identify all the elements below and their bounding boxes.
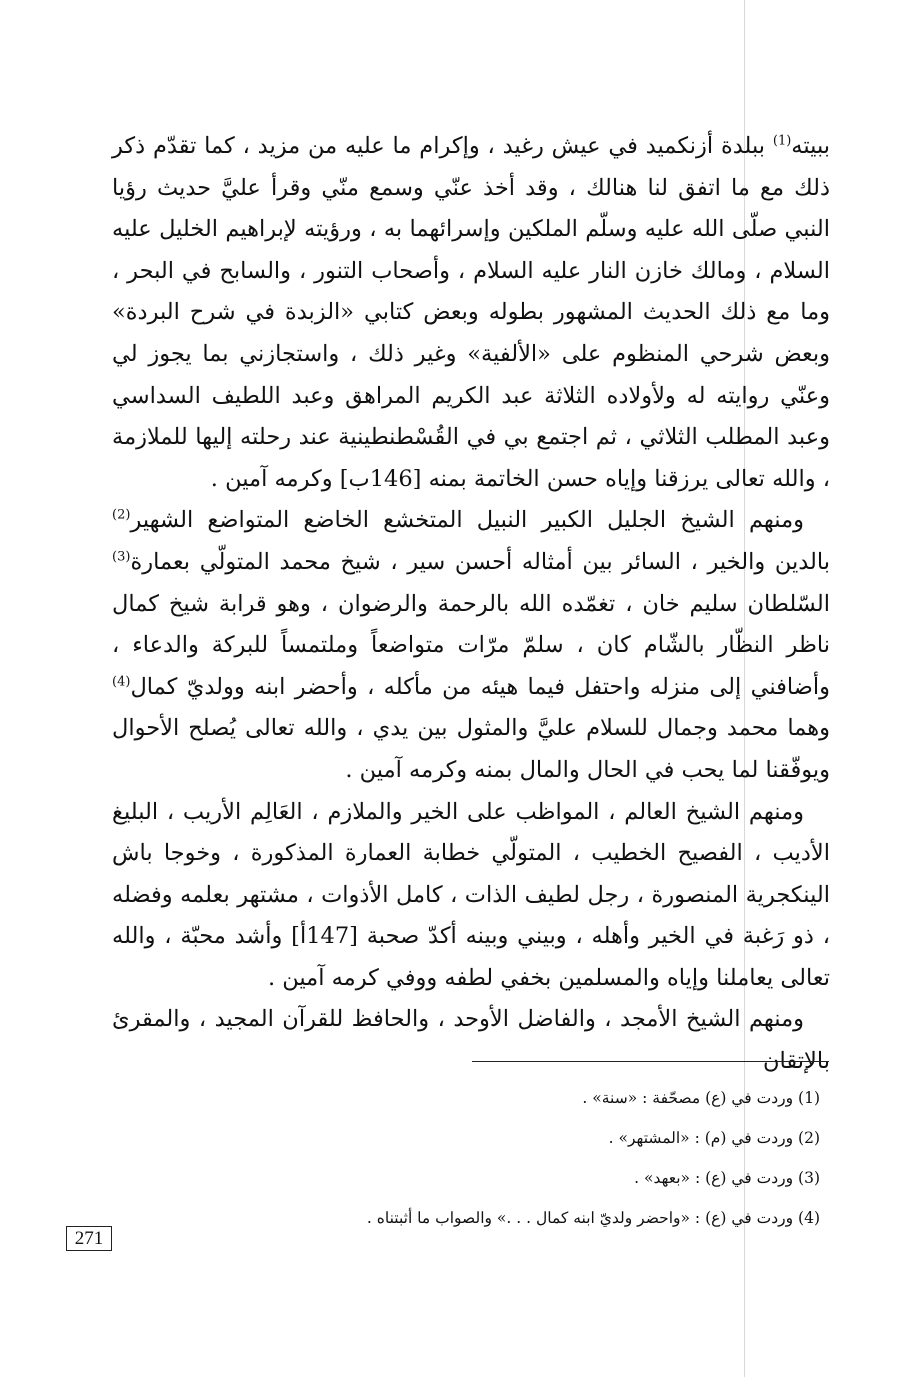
footnote-3: (3) وردت في (ع) : «بعهد» .: [634, 1169, 820, 1187]
paragraph: [112, 999, 830, 1082]
page-number: 271: [66, 1226, 112, 1251]
main-text: [112, 126, 830, 1083]
text-run: ببيته: [791, 133, 830, 159]
footnotes: [300, 1078, 820, 1238]
text-run: السّلطان سليم خان ، تغمّده الله بالرحمة والرضوان ، وهو قرابة شيخ كمال ناظر النظّار بالشّام كان ، سلمّ مرّات متواضعاً وملتمساً للبركة والدعاء ، وأضافني إلى منزله واحتفل فيما هيئه من مأكله ، وأحضر ابنه وولديّ كمال: [112, 590, 830, 700]
footnote-marker: (1): [772, 133, 792, 149]
text-run: بالدين والخير ، السائر بين أمثاله أحسن سير ، شيخ محمد المتولّي بعمارة: [130, 548, 830, 575]
text-run: ومنهم الشيخ الأمجد ، والفاضل الأوحد ، والحافظ للقرآن المجيد ، والمقرئ بالإتقان: [112, 1006, 830, 1075]
text-run: وهما محمد وجمال للسلام عليَّ والمثول بين يدي ، والله تعالى يُصلح الأحوال ويوفّقنا لما يحب في الحال والمال بمنه وكرمه آمين .: [112, 715, 830, 783]
footnote-marker: (4): [112, 674, 131, 690]
text-run: ببلدة أزنكميد في عيش رغيد ، وإكرام ما عليه من مزيد ، كما تقدّم ذكر ذلك مع ما اتفق لنا هنالك ، وقد أخذ عنّي وسمع منّي وقرأ عليَّ حديث رؤيا النبي صلّى الله عليه وسلّم الملكين وإسرائهما به ، ورؤيته لإبراهيم الخليل عليه السلام ، ومالك خازن النار عليه السلام ، وأصحاب التنور ، والسابح في البحر ، وما مع ذلك الحديث المشهور بطوله وبعض كتابي «الزبدة في شرح البردة» وبعض شرحي المنظوم على «الألفية» وغير ذلك ، واستجازني بما يجوز لي وعنّي روايته له ولأولاده الثلاثة عبد الكريم المراهق وعبد اللطيف السداسي وعبد المطلب الثلاثي ، ثم اجتمع بي في القُسْطنطينية عند رحلته إليها للملازمة ، والله تعالى يرزقنا وإياه حسن الخاتمة بمنه [146ب] وكرمه آمين .: [112, 133, 830, 492]
paragraph: [112, 792, 830, 1000]
paragraph: [112, 126, 830, 500]
footnote-4: (4) وردت في (ع) : «واحضر ولديّ ابنه كمال . . .» والصواب ما أثبتناه .: [366, 1209, 820, 1227]
footnote-marker: (3): [112, 549, 131, 565]
footnote-1: (1) وردت في (ع) مصحّفة : «سنة» .: [582, 1089, 820, 1107]
paragraph: [112, 500, 830, 791]
footnote-marker: (2): [112, 507, 131, 523]
footnote-2: (2) وردت في (م) : «المشتهر» .: [608, 1129, 820, 1147]
footnote-separator: [472, 1061, 829, 1062]
text-run: ومنهم الشيخ العالم ، المواظب على الخير والملازم ، العَالِم الأريب ، البليغ الأديب ، الفصيح الخطيب ، المتولّي خطابة العمارة المذكورة ، وخوجا باش الينكجرية المنصورة ، رجل لطيف الذات ، كامل الأذوات ، مشتهر بعلمه وفضله ، ذو رَغبة في الخير وأهله ، وبيني وبينه أكدّ صحبة [147أ] وأشد محبّة ، والله تعالى يعاملنا وإياه والمسلمين بخفي لطفه ووفي كرمه آمين .: [112, 798, 830, 991]
text-run: ومنهم الشيخ الجليل الكبير النبيل المتخشع الخاضع المتواضع الشهير: [130, 507, 804, 534]
